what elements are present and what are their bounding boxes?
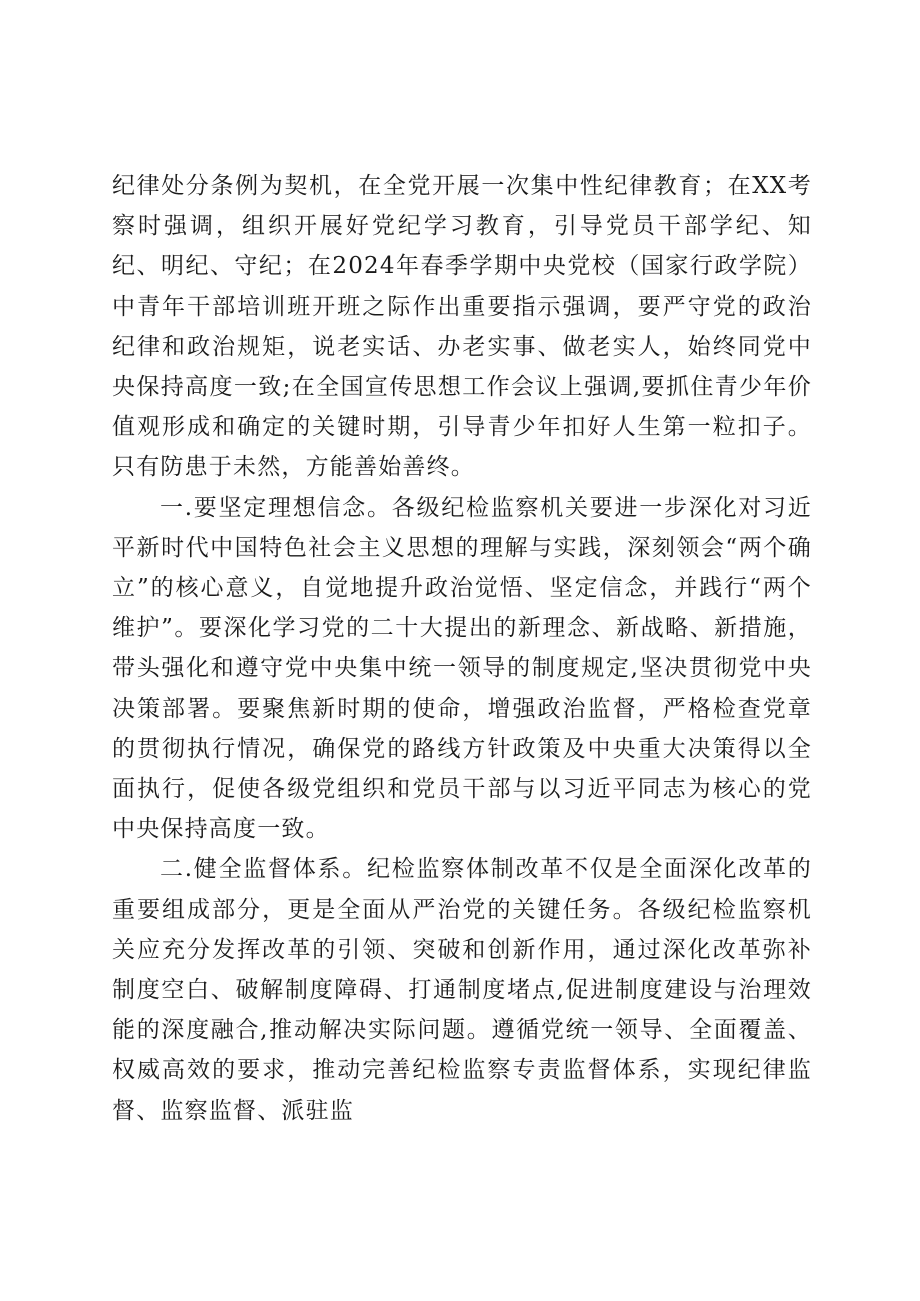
paragraph-section-one: 一.要坚定理想信念。各级纪检监察机关要进一步深化对习近平新时代中国特色社会主义思想的理解与实践，深刻领会“两个确立”的核心意义，自觉地提升政治觉悟、坚定信念，并践行“两个维护”。要深化学习党的二十大提出的新理念、新战略、新措施，带头强化和遵守党中央集中统一领导的制度规定,坚决贯彻党中央决策部署。要聚焦新时期的使命，增强政治监督，严格检查党章的贯彻执行情况，确保党的路线方针政策及中央重大决策得以全面执行，促使各级党组织和党员干部与以习近平同志为核心的党中央保持高度一致。 xyxy=(112,494,812,843)
document-body xyxy=(112,166,812,1131)
paragraph-continuation: 纪律处分条例为契机，在全党开展一次集中性纪律教育；在XX考察时强调，组织开展好党纪学习教育，引导党员干部学纪、知纪、明纪、守纪；在2024年春季学期中央党校（国家行政学院）中青年干部培训班开班之际作出重要指示强调，要严守党的政治纪律和政治规矩，说老实话、办老实事、做老实人，始终同党中央保持高度一致;在全国宣传思想工作会议上强调,要抓住青少年价值观形成和确定的关键时期，引导青少年扣好人生第一粒扣子。只有防患于未然，方能善始善终。 xyxy=(112,173,812,481)
paragraph-section-two: 二.健全监督体系。纪检监察体制改革不仅是全面深化改革的重要组成部分，更是全面从严治党的关键任务。各级纪检监察机关应充分发挥改革的引领、突破和创新作用，通过深化改革弥补制度空白、破解制度障碍、打通制度堵点,促进制度建设与治理效能的深度融合,推动解决实际问题。遵循党统一领导、全面覆盖、权威高效的要求，推动完善纪检监察专责监督体系，实现纪律监督、监察监督、派驻监 xyxy=(112,856,812,1124)
